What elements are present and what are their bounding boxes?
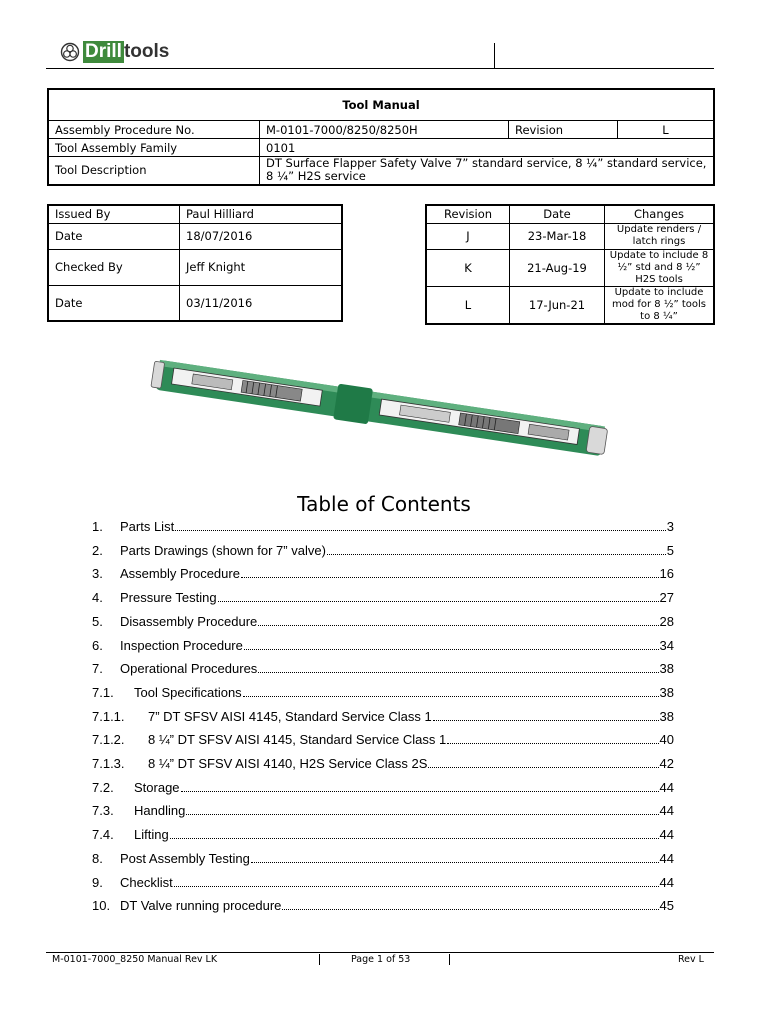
toc-leader-dots: [170, 838, 659, 839]
toc-entry-title: 7” DT SFSV AISI 4145, Standard Service Class 1: [148, 708, 432, 724]
toc-entry-number: 10.: [92, 898, 111, 914]
revision-value: L: [618, 121, 715, 139]
toc-entry-number: 1.: [92, 519, 103, 534]
toc-leader-dots: [181, 791, 659, 792]
toc-entry-number: 7.1.1.: [92, 708, 125, 724]
toc-entry-page: 38: [659, 708, 674, 724]
header-divider: [494, 43, 495, 69]
revision-row-date: 23-Mar-18: [510, 223, 605, 249]
toc-entry-title: Handling: [134, 803, 186, 819]
toc-entry[interactable]: [92, 563, 674, 581]
toc-entry[interactable]: [92, 824, 674, 842]
toc-entry-page: 45: [659, 898, 674, 914]
issued-by-value: Paul Hilliard: [180, 205, 343, 223]
flapper-valve-render: [150, 345, 610, 475]
revision-row-date: 21-Aug-19: [510, 249, 605, 286]
toc-entry[interactable]: [92, 587, 674, 605]
footer-divider: [449, 954, 450, 965]
tool-manual-title: Tool Manual: [48, 89, 714, 121]
revision-row-changes: Update to include 8 ½” std and 8 ½” H2S tools: [605, 249, 715, 286]
toc-entry[interactable]: [92, 753, 674, 771]
revision-label: Revision: [509, 121, 618, 139]
toc-entry-number: 3.: [92, 566, 103, 582]
toc-entry-number: 5.: [92, 613, 103, 629]
toc-leader-dots: [218, 601, 659, 602]
toc-leader-dots: [258, 672, 658, 673]
toc-entry[interactable]: [92, 682, 674, 700]
footer-document-reference: M-0101-7000_8250 Manual Rev LK: [52, 954, 218, 965]
toc-entry-number: 9.: [92, 874, 103, 890]
toc-entry-number: 7.1.2.: [92, 732, 125, 748]
toc-entry-number: 7.3.: [92, 803, 114, 819]
toc-entry[interactable]: [92, 516, 674, 534]
checked-by-label: Checked By: [48, 249, 180, 285]
revision-row-rev: K: [426, 249, 510, 286]
toc-entry-page: 16: [659, 566, 674, 582]
tool-description-label: Tool Description: [48, 157, 260, 185]
toc-entry-title: DT Valve running procedure: [120, 898, 282, 914]
toc-entry-number: 4.: [92, 590, 103, 606]
toc-leader-dots: [327, 554, 666, 555]
toc-entry-number: 7.1.3.: [92, 756, 125, 771]
toc-entry-title: 8 ¼” DT SFSV AISI 4140, H2S Service Class 2S: [148, 756, 428, 771]
toc-leader-dots: [282, 909, 658, 910]
header-rule: [46, 68, 714, 69]
revision-header: Revision: [426, 205, 510, 223]
toc-entry-title: Parts Drawings (shown for 7” valve): [120, 542, 326, 558]
revision-row-rev: L: [426, 286, 510, 324]
toc-entry-number: 6.: [92, 637, 103, 653]
toc-entry-number: 2.: [92, 542, 103, 558]
toc-entry-title: 8 ¼” DT SFSV AISI 4145, Standard Service Class 1: [148, 732, 447, 748]
toc-entry-number: 7.1.: [92, 684, 114, 700]
toc-leader-dots: [175, 530, 666, 531]
toc-entry[interactable]: [92, 611, 674, 629]
toc-leader-dots: [258, 625, 658, 626]
toc-leader-dots: [244, 649, 659, 650]
checked-by-value: Jeff Knight: [180, 249, 343, 285]
toc-entry[interactable]: [92, 800, 674, 818]
toc-title: Table of Contents: [297, 492, 471, 516]
toc-entry-page: 44: [659, 827, 674, 843]
revision-row-changes: Update to include mod for 8 ½” tools to 8 ¼”: [605, 286, 715, 324]
revision-row-date: 17-Jun-21: [510, 286, 605, 324]
tool-description-value: DT Surface Flapper Safety Valve 7” standard service, 8 ¼” standard service, 8 ¼” H2S service: [260, 157, 715, 185]
toc-entry-page: 27: [659, 590, 674, 606]
changes-header: Changes: [605, 205, 715, 223]
company-logo: [60, 40, 169, 64]
revision-row-rev: J: [426, 223, 510, 249]
issue-date-label: Date: [48, 223, 180, 249]
toc-leader-dots: [174, 886, 659, 887]
toc-entry-number: 8.: [92, 850, 103, 866]
assembly-procedure-value: M-0101-7000/8250/8250H: [260, 121, 509, 139]
toc-leader-dots: [251, 862, 659, 863]
assembly-procedure-label: Assembly Procedure No.: [48, 121, 260, 139]
toc-entry-page: 44: [659, 850, 674, 866]
toc-entry-title: Parts List: [120, 519, 175, 534]
tool-assembly-family-value: 0101: [260, 139, 715, 157]
toc-entry-number: 7.2.: [92, 779, 114, 795]
toc-entry[interactable]: [92, 777, 674, 795]
toc-entry[interactable]: [92, 658, 674, 676]
footer-page-number: Page 1 of 53: [351, 954, 411, 965]
toc-entry-title: Disassembly Procedure: [120, 613, 258, 629]
toc-entry-page: 34: [659, 637, 674, 653]
toc-entry-page: 44: [659, 874, 674, 890]
check-date-value: 03/11/2016: [180, 285, 343, 321]
toc-leader-dots: [428, 767, 658, 768]
toc-entry-title: Tool Specifications: [134, 684, 242, 700]
toc-entry-page: 38: [659, 661, 674, 677]
toc-entry-page: 38: [659, 684, 674, 700]
toc-entry-title: Pressure Testing: [120, 590, 217, 606]
date-header: Date: [510, 205, 605, 223]
toc-leader-dots: [241, 577, 659, 578]
toc-entry-title: Lifting: [134, 827, 169, 843]
tool-assembly-family-label: Tool Assembly Family: [48, 139, 260, 157]
toc-entry[interactable]: [92, 635, 674, 653]
toc-entry-title: Post Assembly Testing: [120, 850, 250, 866]
check-date-label: Date: [48, 285, 180, 321]
issued-by-table: [47, 204, 343, 322]
toc-entry-page: 40: [659, 732, 674, 748]
revision-history-table: [425, 204, 715, 325]
toc-entry-page: 44: [659, 803, 674, 819]
toc-entry-title: Checklist: [120, 874, 173, 890]
toc-entry[interactable]: [92, 706, 674, 724]
issue-date-value: 18/07/2016: [180, 223, 343, 249]
toc-entry-title: Operational Procedures: [120, 661, 258, 677]
toc-entry-page: 44: [659, 779, 674, 795]
toc-leader-dots: [447, 743, 658, 744]
toc-entry-page: 3: [666, 519, 674, 534]
logo-text-tools: tools: [123, 41, 170, 62]
toc-entry-title: Inspection Procedure: [120, 637, 243, 653]
toc-entry-title: Assembly Procedure: [120, 566, 240, 582]
footer-divider: [319, 954, 320, 965]
toc-entry-title: Storage: [134, 779, 180, 795]
revision-row-changes: Update renders / latch rings: [605, 223, 715, 249]
toc-entry-number: 7.: [92, 661, 103, 677]
toc-entry-number: 7.4.: [92, 827, 114, 843]
logo-text-drill: Drill: [85, 41, 122, 62]
toc-entry[interactable]: [92, 729, 674, 747]
footer-revision: Rev L: [678, 954, 704, 965]
toc-entry[interactable]: [92, 848, 674, 866]
toc-leader-dots: [433, 720, 659, 721]
toc-leader-dots: [243, 696, 659, 697]
toc-entry-page: 42: [659, 756, 674, 771]
tool-manual-table: [47, 88, 715, 186]
toc-entry-page: 5: [666, 542, 674, 558]
toc-entry[interactable]: [92, 872, 674, 890]
toc-entry[interactable]: [92, 540, 674, 558]
footer-rule: [46, 952, 714, 953]
toc-leader-dots: [186, 814, 658, 815]
issued-by-label: Issued By: [48, 205, 180, 223]
toc-entry-page: 28: [659, 613, 674, 629]
logo-emblem-icon: [60, 42, 80, 62]
toc-entry[interactable]: [92, 895, 674, 913]
